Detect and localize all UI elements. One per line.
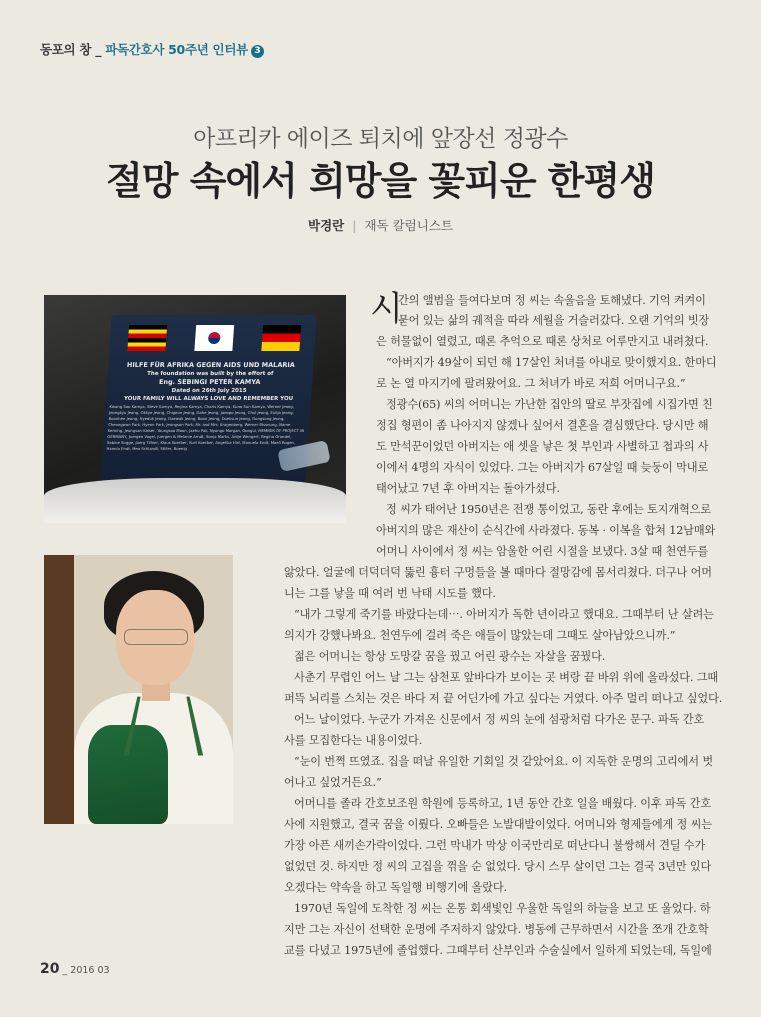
series-name: 파독간호사 50주년 인터뷰: [105, 42, 248, 57]
germany-flag-icon: [261, 325, 301, 351]
body-line: 정광수(65) 씨의 어머니는 가난한 집안의 딸로 부잣집에 시집가면 친: [386, 398, 713, 411]
body-line: 니는 그를 낳을 때 여러 번 낙태 시도를 했다.: [284, 587, 496, 600]
body-line: 사에 지원했고, 결국 꿈을 이뤘다. 오빠들은 노발대발이었다. 어머니와 형제들에게 정 씨는: [284, 818, 712, 831]
white-cloth: [44, 478, 346, 523]
body-line: 정집 형편이 좀 나아지지 않겠나 싶어서 결혼을 결심했단다. 당시만 해: [376, 419, 709, 432]
body-line: 오겠다는 약속을 하고 독일행 비행기에 올랐다.: [284, 881, 507, 894]
body-line: 퍼뜩 뇌리를 스치는 것은 바다 저 끝 어딘가에 가고 싶다는 거였다. 아주 멀리 떠나고 싶었다.: [284, 692, 723, 705]
body-line: 어머니를 졸라 간호보조원 학원에 등록하고, 1년 동안 간호 일을 배웠다. 이후 파독 간호: [294, 797, 711, 810]
body-line: 어느 날이었다. 누군가 가져온 신문에서 정 씨의 눈에 섬광처럼 다가온 문구. 파독 간호: [294, 713, 705, 726]
body-line: 젊은 어머니는 항상 도망갈 꿈을 꿨고 어린 광수는 자살을 꿈꿨다.: [294, 650, 606, 663]
plaque-names: Kwang Soo Kamya, Steve Kamya, Regina Kamya, Charis Kamya, Kuno Sun Kamya, Werner Jeong, Jeongkyu Jeong, Okkye Jeong, Chigeun Jeong, Dahe Jeong, Jaeopo Jeong, Chul Jeong, Eulija Jeong, Boonhee Jeong, Hyeduk Jeong, Daewak Jeong, Boon Jeong, Doeksun Jeong, Dongsong Jeong, Cheongwon Park, Hyeon Park, Jeongson Park, Mr. and Mrs. Kragenberg, Werner Bissnung, Name Kerning, Jeongsan Kaiser, Youngsoo Moon, Jaeho Pak, Nyongo Morgan, Gongui, MEMBER OF PROJECT IN GERMANY, Juergen Vogel, Juergen & Melanie Arndt, Sonja Marks, Antje Wengert, Regina Grandel, Sabine Sugge, Joerg Tillner, Klaus Koerber, Kurt Koerber, Angelika Hirt, Manuela Endt, Moeli Rogen, Hannia Endt, Mea Schlandt, Stiller, Boenig: [106, 403, 305, 451]
body-line: 로 논 열 마지기에 팔려왔어요. 그 처녀가 바로 저희 어머니구요.”: [376, 377, 686, 390]
footer-separator: _: [59, 965, 71, 976]
byline-separator: |: [352, 218, 357, 233]
glasses-icon: [124, 629, 188, 645]
body-line: 사를 모집한다는 내용이었다.: [284, 734, 423, 747]
plaque-inscription: [106, 361, 309, 452]
plaque-built: The foundation was built by the effort of: [146, 370, 274, 377]
body-line: 의지가 강했나봐요. 천연두에 걸려 죽은 애들이 많았는데 그때도 살아남았으니까.”: [284, 629, 676, 642]
body-line: 이에서 4명의 자식이 있었다. 그는 아버지가 67살일 때 늦둥이 막내로: [376, 461, 709, 474]
page-footer: [40, 958, 110, 977]
body-line: 어나고 싶었거든요.”: [284, 776, 382, 789]
memorial-plaque-photo: [44, 295, 346, 523]
body-line: 가장 아픈 새끼손가락이었다. 그런 막내가 막상 이국만리로 떠난다니 불쌍해서 견딜 수가: [284, 839, 706, 852]
drop-cap: 시: [370, 289, 403, 329]
body-line: 정 씨가 태어난 1950년은 전쟁 통이었고, 동란 후에는 토지개혁으로: [386, 503, 711, 516]
body-line: 은 허물없이 열렸고, 때론 추억으로 때론 상처로 어루만지고 내려쳤다.: [376, 335, 709, 348]
plaque-heading: HILFE FÜR AFRIKA GEGEN AIDS UND MALARIA: [126, 361, 296, 369]
body-line: “내가 그렇게 죽기를 바랐다는데⋯. 아버지가 독한 년이라고 했대요. 그때부터 난 살려는: [294, 608, 714, 621]
body-line: 묻어 있는 삶의 궤적을 따라 세월을 거슬러갔다. 오랜 기억의 빗장: [398, 314, 710, 327]
uganda-flag-icon: [127, 325, 167, 351]
article-subtitle: 아프리카 에이즈 퇴치에 앞장선 정광수: [193, 126, 568, 152]
body-line: 아버지의 많은 재산이 순식간에 사라졌다. 동복 · 이복을 합쳐 12남매와: [376, 524, 716, 537]
plaque-name: Eng. SEBINGI PETER KAMYA: [158, 378, 261, 386]
plaque-motto: YOUR FAMILY WILL ALWAYS LOVE AND REMEMBER YOU: [123, 396, 294, 402]
author-name: 박경란: [308, 218, 345, 233]
body-line: 교를 다녔고 1975년에 졸업했다. 그때부터 산부인과 수술실에서 일하게 되었는데, 독일에: [284, 944, 712, 957]
body-line: 없었던 것. 하지만 정 씨의 고집을 꺾을 순 없었다. 당시 스무 살이던 그는 결국 3년만 있다: [284, 860, 712, 873]
body-line: 1970년 독일에 도착한 정 씨는 온통 회색빛인 우울한 독일의 하늘을 보고 또 울었다. 하: [294, 902, 711, 915]
portrait-photo: [44, 555, 233, 824]
plaque-date: Dated on 26th July 2015: [171, 387, 247, 394]
section-name: 동포의 창: [40, 42, 92, 57]
korea-flag-icon: [194, 325, 234, 351]
body-line: “눈이 번쩍 뜨였죠. 집을 떠날 유일한 기회일 것 같았어요. 이 지독한 운명의 고리에서 벗: [294, 755, 714, 768]
body-line: “아버지가 49살이 되던 해 17살인 처녀를 아내로 맞이했지요. 한마디: [386, 356, 717, 369]
body-line: 사춘기 무렵인 어느 날 그는 삼천포 앞바다가 보이는 곳 벼랑 끝 바위 위에 올라섰다. 그때: [294, 671, 719, 684]
byline: [0, 216, 761, 234]
body-line: 간의 앨범을 들여다보며 정 씨는 속울음을 토해냈다. 기억 켜켜이: [398, 294, 706, 307]
header-separator: _: [91, 42, 106, 57]
section-header: [40, 40, 264, 58]
page-number: 20: [40, 961, 60, 977]
body-line: 태어났고 7년 후 아버지는 돌아가셨다.: [376, 482, 560, 495]
body-line: 어머니 사이에서 정 씨는 암울한 어린 시절을 보냈다. 3살 때 천연두를: [376, 545, 709, 558]
series-number-badge: 3: [251, 45, 264, 58]
issue-date: 2016 03: [70, 965, 110, 976]
body-line: 도 만석꾼이었던 아버지는 애 셋을 낳은 첫 부인과 사별하고 첩과의 사: [376, 440, 709, 453]
hanbok-collar: [124, 697, 203, 756]
article-title: 절망 속에서 희망을 꽃피운 한평생: [106, 158, 655, 203]
author-role: 재독 칼럼니스트: [364, 218, 453, 233]
body-line: 앓았다. 얼굴에 더덕더덕 뚫린 흉터 구멍들을 볼 때마다 절망감에 몸서리쳤다. 더구나 어머: [284, 566, 712, 579]
body-line: 지만 그는 자신이 선택한 운명에 주저하지 않았다. 병동에 근무하면서 시간을 쪼개 간호학: [284, 923, 709, 936]
